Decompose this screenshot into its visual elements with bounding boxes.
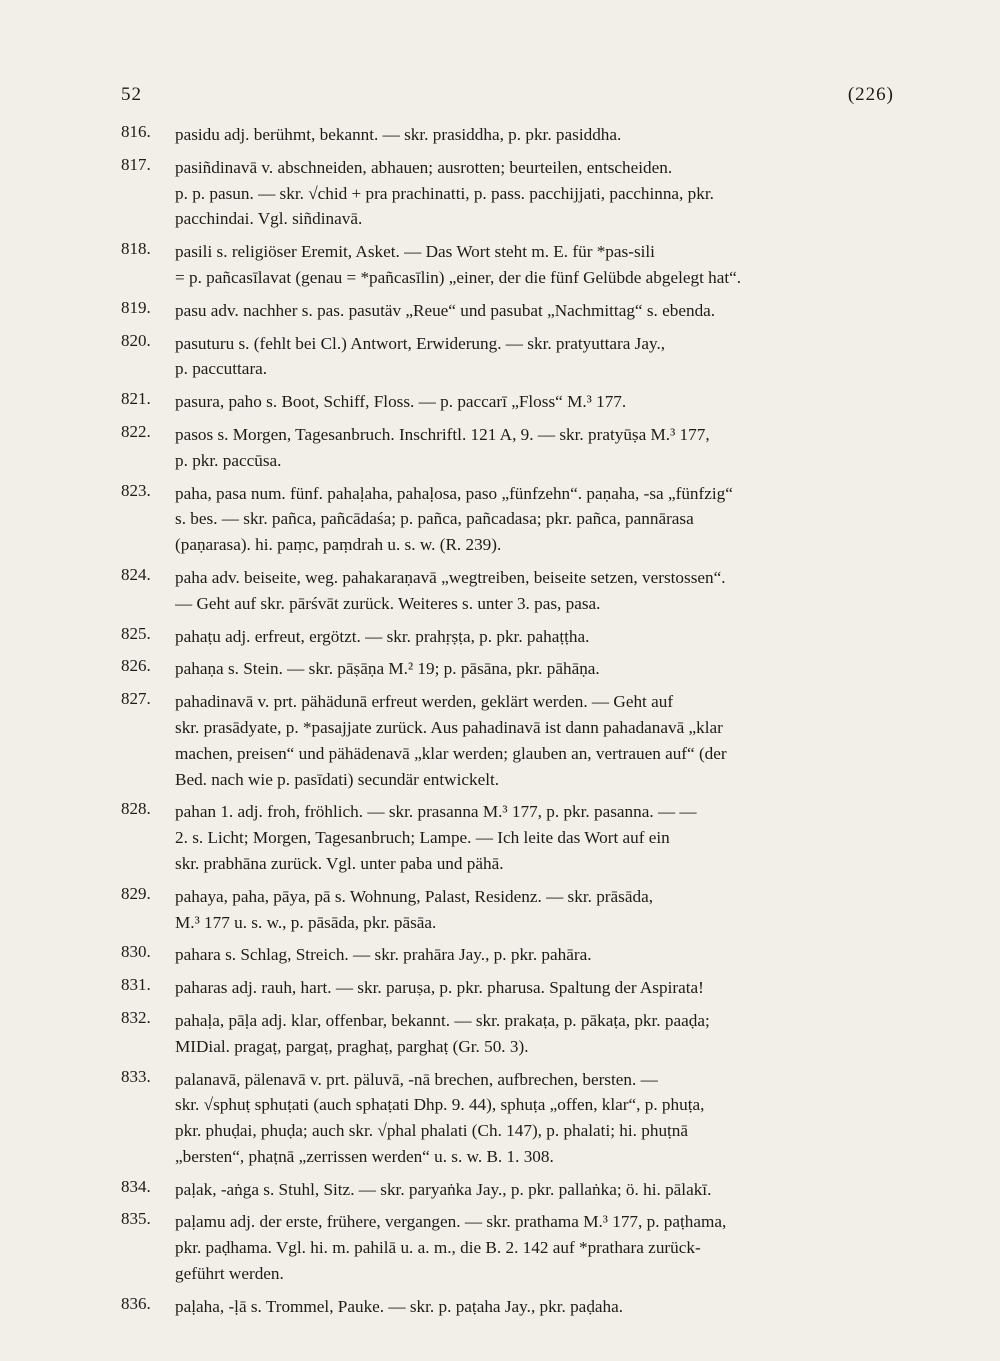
dictionary-entry xyxy=(121,389,894,415)
dictionary-entry xyxy=(121,1209,894,1286)
entry-text-line: pasidu adj. berühmt, bekannt. — skr. prasiddha, p. pkr. pasiddha. xyxy=(175,125,622,144)
entry-text-line: 2. s. Licht; Morgen, Tagesanbruch; Lampe. — Ich leite das Wort auf ein xyxy=(175,828,670,848)
entry-number: 816. xyxy=(121,122,151,141)
entry-text-line: pkr. paḍhama. Vgl. hi. m. pahilā u. a. m., die B. 2. 142 auf *prathara zurück- xyxy=(175,1238,701,1258)
entry-text-line: paḷak, -aṅga s. Stuhl, Sitz. — skr. paryaṅka Jay., p. pkr. pallaṅka; ö. hi. pālakī. xyxy=(175,1179,712,1199)
entry-number: 820. xyxy=(121,330,151,350)
entry-text-line: pasuturu s. (fehlt bei Cl.) Antwort, Erwiderung. — skr. pratyuttara Jay., xyxy=(175,333,666,353)
dictionary-entry xyxy=(121,1294,894,1320)
section-number: (226) xyxy=(847,84,894,105)
dictionary-entry xyxy=(121,1008,894,1060)
dictionary-entry xyxy=(121,624,894,650)
entry-number: 821. xyxy=(121,389,151,409)
page-number: 52 xyxy=(121,84,142,105)
entry-text-line: pahadinavā v. prt. pähädunā erfreut werden, geklärt werden. — Geht auf xyxy=(175,692,674,712)
entry-number: 819. xyxy=(121,297,151,317)
entry-text-line: paharas adj. rauh, hart. — skr. paruṣa, p. pkr. pharusa. Spaltung der Aspirata! xyxy=(175,978,704,998)
entry-text-line: „bersten“, phaṭnā „zerrissen werden“ u. s. w. B. 1. 308. xyxy=(175,1146,554,1166)
entry-text-line: pasura, paho s. Boot, Schiff, Floss. — p. paccarī „Floss“ M.³ 177. xyxy=(175,392,627,412)
entry-text-line: pahaḷa, pāḷa adj. klar, offenbar, bekannt. — skr. prakaṭa, p. pākaṭa, pkr. paaḍa; xyxy=(175,1010,710,1030)
entry-text-line: pkr. phuḍai, phuḍa; auch skr. √phal phalati (Ch. 147), p. phalati; hi. phuṭnā xyxy=(175,1121,689,1141)
entry-number: 824. xyxy=(121,564,151,584)
entry-text-line: paḷamu adj. der erste, frühere, vergangen. — skr. prathama M.³ 177, p. paṭhama, xyxy=(175,1212,727,1232)
entry-number: 822. xyxy=(121,421,151,441)
dictionary-entry xyxy=(121,656,894,682)
entry-text-line: pahaṭu adj. erfreut, ergötzt. — skr. prahṛṣṭa, p. pkr. pahaṭṭha. xyxy=(175,626,590,646)
entry-text-line: pacchindai. Vgl. siñdinavā. xyxy=(175,209,363,229)
entry-text-line: pasos s. Morgen, Tagesanbruch. Inschriftl. 121 A, 9. — skr. pratyūṣa M.³ 177, xyxy=(175,424,710,444)
dictionary-entry xyxy=(121,331,894,383)
entry-number: 832. xyxy=(121,1007,151,1027)
entry-text-line: pahara s. Schlag, Streich. — skr. prahāra Jay., p. pkr. pahāra. xyxy=(175,945,592,965)
entry-number: 833. xyxy=(121,1066,151,1086)
dictionary-entry xyxy=(121,975,894,1001)
dictionary-entry xyxy=(121,122,894,148)
entry-number: 835. xyxy=(121,1209,151,1229)
entry-text-line: pasiñdinavā v. abschneiden, abhauen; ausrotten; beurteilen, entscheiden. xyxy=(175,157,673,177)
entry-number: 826. xyxy=(121,656,151,676)
entry-text-line: M.³ 177 u. s. w., p. pāsāda, pkr. pāsāa. xyxy=(175,912,437,932)
entry-text-line: pahan 1. adj. froh, fröhlich. — skr. prasanna M.³ 177, p. pkr. pasanna. — — xyxy=(175,802,697,822)
entry-text-line: machen, preisen“ und pähädenavā „klar werden; glauben an, vertrauen auf“ (der xyxy=(175,743,727,763)
entry-text-line: p. pkr. paccūsa. xyxy=(175,450,282,470)
entry-text-line: pasu adv. nachher s. pas. pasutäv „Reue“ und pasubat „Nachmittag“ s. ebenda. xyxy=(175,300,716,320)
dictionary-entry xyxy=(121,1067,894,1170)
page-header xyxy=(121,84,894,114)
entry-number: 829. xyxy=(121,883,151,903)
entry-text-line: s. bes. — skr. pañca, pañcādaśa; p. pañca, pañcadasa; pkr. pañca, pannārasa xyxy=(175,509,694,529)
entry-list xyxy=(121,122,894,1327)
dictionary-entry xyxy=(121,884,894,936)
entry-number: 828. xyxy=(121,799,151,819)
entry-number: 823. xyxy=(121,480,151,500)
entry-text-line: MIDial. pragaṭ, pargaṭ, praghaṭ, parghaṭ (Gr. 50. 3). xyxy=(175,1036,529,1056)
dictionary-entry xyxy=(121,239,894,291)
entry-text-line: p. paccuttara. xyxy=(175,359,268,379)
entry-number: 827. xyxy=(121,689,151,709)
dictionary-entry xyxy=(121,298,894,324)
dictionary-entry xyxy=(121,1177,894,1203)
entry-text-line: pahaya, paha, pāya, pā s. Wohnung, Palast, Residenz. — skr. prāsāda, xyxy=(175,886,653,906)
entry-text-line: pahaṇa s. Stein. — skr. pāṣāṇa M.² 19; p. pāsāna, pkr. pāhāṇa. xyxy=(175,659,600,679)
dictionary-entry xyxy=(121,155,894,232)
entry-text-line: paha, pasa num. fünf. pahaḷaha, pahaḷosa, paso „fünfzehn“. paṇaha, -sa „fünfzig“ xyxy=(175,483,733,503)
entry-text-line: skr. prabhāna zurück. Vgl. unter paba und pähā. xyxy=(175,853,504,873)
entry-text-line: geführt werden. xyxy=(175,1264,284,1284)
entry-number: 831. xyxy=(121,975,151,995)
entry-number: 830. xyxy=(121,942,151,962)
entry-text-line: p. p. pasun. — skr. √chid + pra prachinatti, p. pass. pacchijjati, pacchinna, pkr. xyxy=(175,183,714,203)
entry-number: 834. xyxy=(121,1176,151,1196)
dictionary-entry xyxy=(121,799,894,876)
entry-text-line: paha adv. beiseite, weg. pahakaraṇavā „wegtreiben, beiseite setzen, verstossen“. xyxy=(175,567,726,587)
dictionary-entry xyxy=(121,942,894,968)
entry-text-line: (paṇarasa). hi. paṃc, paṃdrah u. s. w. (R. 239). xyxy=(175,535,502,555)
dictionary-entry xyxy=(121,565,894,617)
entry-number: 825. xyxy=(121,623,151,643)
entry-number: 836. xyxy=(121,1293,151,1313)
entry-text-line: — Geht auf skr. pārśvāt zurück. Weiteres s. unter 3. pas, pasa. xyxy=(175,593,601,613)
entry-text-line: = p. pañcasīlavat (genau = *pañcasīlin) „einer, der die fünf Gelübde abgelegt hat“. xyxy=(175,267,742,287)
entry-text-line: Bed. nach wie p. pasīdati) secundär entwickelt. xyxy=(175,769,500,789)
entry-text-line: palanavā, pälenavā v. prt. päluvā, -nā brechen, aufbrechen, bersten. — xyxy=(175,1069,658,1089)
dictionary-entry xyxy=(121,689,894,792)
entry-text-line: paḷaha, -ḷā s. Trommel, Pauke. — skr. p. paṭaha Jay., pkr. paḍaha. xyxy=(175,1296,624,1316)
entry-text-line: pasili s. religiöser Eremit, Asket. — Das Wort steht m. E. für *pas-sili xyxy=(175,242,655,262)
entry-number: 817. xyxy=(121,154,151,174)
entry-number: 818. xyxy=(121,239,151,259)
entry-text-line: skr. √sphuṭ sphuṭati (auch sphaṭati Dhp. 9. 44), sphuṭa „offen, klar“, p. phuṭa, xyxy=(175,1095,705,1115)
dictionary-entry xyxy=(121,481,894,558)
entry-text-line: skr. prasādyate, p. *pasajjate zurück. Aus pahadinavā ist dann pahadanavā „klar xyxy=(175,717,723,737)
dictionary-entry xyxy=(121,422,894,474)
